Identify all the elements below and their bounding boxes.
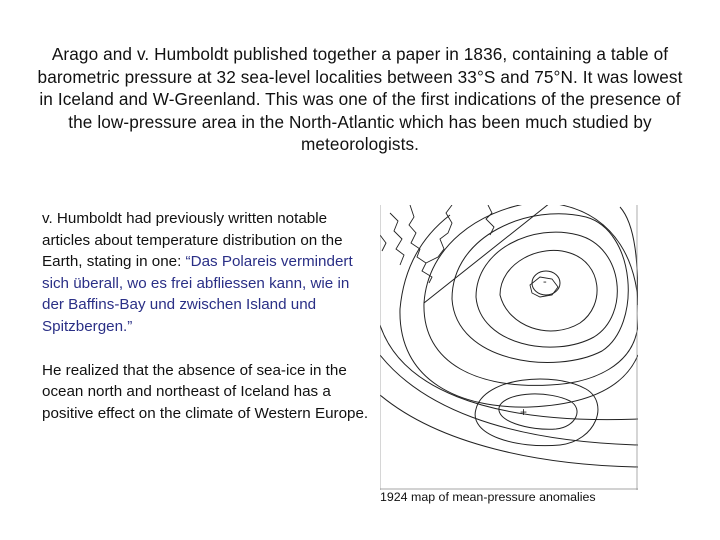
minus-marker: - xyxy=(543,276,547,288)
humboldt-paragraph xyxy=(42,208,372,338)
pressure-anomaly-map xyxy=(380,205,638,490)
isobars xyxy=(380,205,638,467)
coastline xyxy=(380,205,558,297)
plus-marker: + xyxy=(520,405,528,419)
left-text-column xyxy=(42,208,372,424)
map-caption: 1924 map of mean-pressure anomalies xyxy=(380,490,596,504)
intro-paragraph: Arago and v. Humboldt published together a paper in 1836, containing a table of barometric pressure at 32 sea-level localities between 33°S and 75°N. It was lowest in Iceland and W-Greenland. This was one of the first indications of the presence of the low-pressure area in the North-Atlantic which has been much studied by meteorologists. xyxy=(37,44,683,154)
sea-ice-paragraph: He realized that the absence of sea-ice in the ocean north and northeast of Iceland has a positive effect on the climate of Western Europe. xyxy=(42,361,369,422)
humboldt-intro-text: v. Humboldt had previously written notable articles about temperature distribution on the Earth, stating in one: xyxy=(42,210,343,271)
humboldt-quote: “Das Polareis vermindert sich überall, wo es frei abfliessen kann, wie in der Baffins-Bay und zwischen Island und Spitzbergen.” xyxy=(42,253,353,335)
